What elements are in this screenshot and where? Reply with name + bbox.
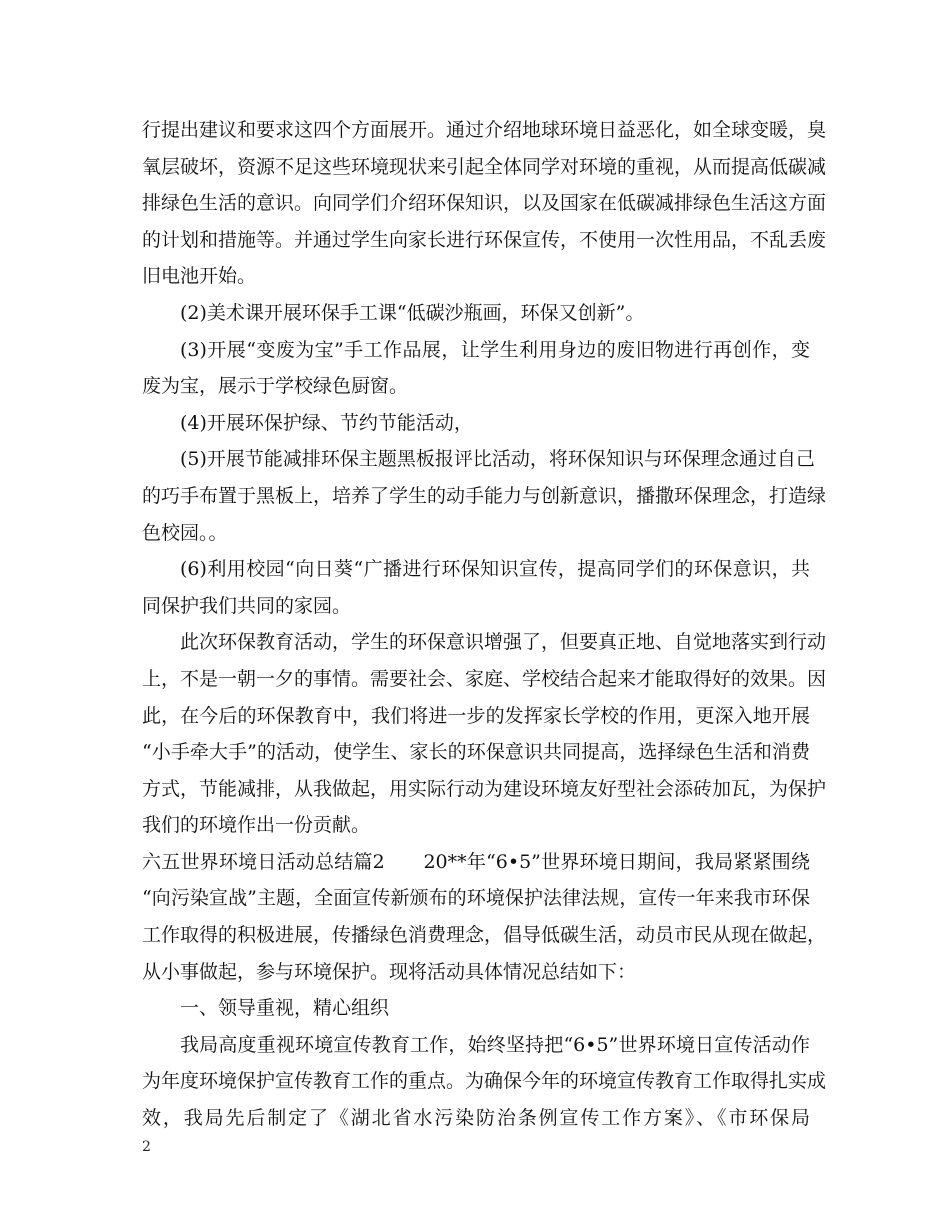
text-line: 此次环保教育活动，学生的环保意识增强了，但要真正地、自觉地落实到行动 (180, 631, 827, 654)
text-line: (4)开展环保护绿、节约节能活动， (180, 411, 473, 434)
text-line: 从小事做起，参与环境保护。现将活动具体情况总结如下： (142, 960, 637, 983)
text-line: 六五世界环境日活动总结篇2 20**年“6•5”世界环境日期间，我局紧紧围绕 (142, 850, 810, 873)
page-number: 2 (142, 1139, 151, 1155)
text-line: 氧层破坏，资源不足这些环境现状来引起全体同学对环境的重视，从而提高低碳减 (142, 155, 827, 178)
text-line: “向污染宣战”主题，全面宣传新颁布的环境保护法律法规，宣传一年来我市环保 (142, 887, 810, 910)
text-line: 的巧手布置于黑板上，培养了学生的动手能力与创新意识，播撒环保理念，打造绿 (142, 484, 827, 507)
text-line: (5)开展节能减排环保主题黑板报评比活动，将环保知识与环保理念通过自己 (180, 448, 815, 471)
text-line: 我局高度重视环境宣传教育工作，始终坚持把“6•5”世界环境日宣传活动作 (180, 1033, 810, 1056)
text-line: 色校园。。 (142, 521, 228, 544)
section-heading: 一、领导重视，精心组织 (180, 997, 390, 1020)
text-line: 效，我局先后制定了《湖北省水污染防治条例宣传工作方案》、《市环保局 (142, 1107, 810, 1130)
text-line: 的计划和措施等。并通过学生向家长进行环保宣传，不使用一次性用品，不乱丢废 (142, 228, 827, 251)
text-line: 废为宝，展示于学校绿色厨窗。 (142, 375, 409, 398)
body-text (142, 112, 827, 1137)
text-line: (2)美术课开展环保手工课“低碳沙瓶画，环保又创新”。 (180, 301, 645, 324)
text-line: 方式，节能减排，从我做起，用实际行动为建设环境友好型社会添砖加瓦，为保护 (142, 777, 827, 800)
text-line: 为年度环境保护宣传教育工作的重点。为确保今年的环境宣传教育工作取得扎实成 (142, 1070, 827, 1093)
text-line: 此，在今后的环保教育中，我们将进一步的发挥家长学校的作用，更深入地开展 (142, 704, 810, 727)
text-line: 排绿色生活的意识。向同学们介绍环保知识，以及国家在低碳减排绿色生活这方面 (142, 192, 827, 215)
text-line: (6)利用校园“向日葵“广播进行环保知识宣传，提高同学们的环保意识，共 (180, 558, 810, 581)
text-line: 上，不是一朝一夕的事情。需要社会、家庭、学校结合起来才能取得好的效果。因 (142, 667, 827, 690)
text-line: 行提出建议和要求这四个方面展开。通过介绍地球环境日益恶化，如全球变暖，臭 (142, 119, 827, 141)
text-line: 旧电池开始。 (142, 265, 257, 288)
text-line: (3)开展“变废为宝”手工作品展，让学生利用身边的废旧物进行再创作，变 (180, 338, 810, 361)
text-line: “小手牵大手”的活动，使学生、家长的环保意识共同提高，选择绿色生活和消费 (142, 741, 810, 764)
text-line: 工作取得的积极进展，传播绿色消费理念，倡导低碳生活，动员市民从现在做起， (142, 924, 827, 947)
text-line: 我们的环境作出一份贡献。 (142, 814, 371, 837)
text-line: 同保护我们共同的家园。 (142, 594, 352, 617)
